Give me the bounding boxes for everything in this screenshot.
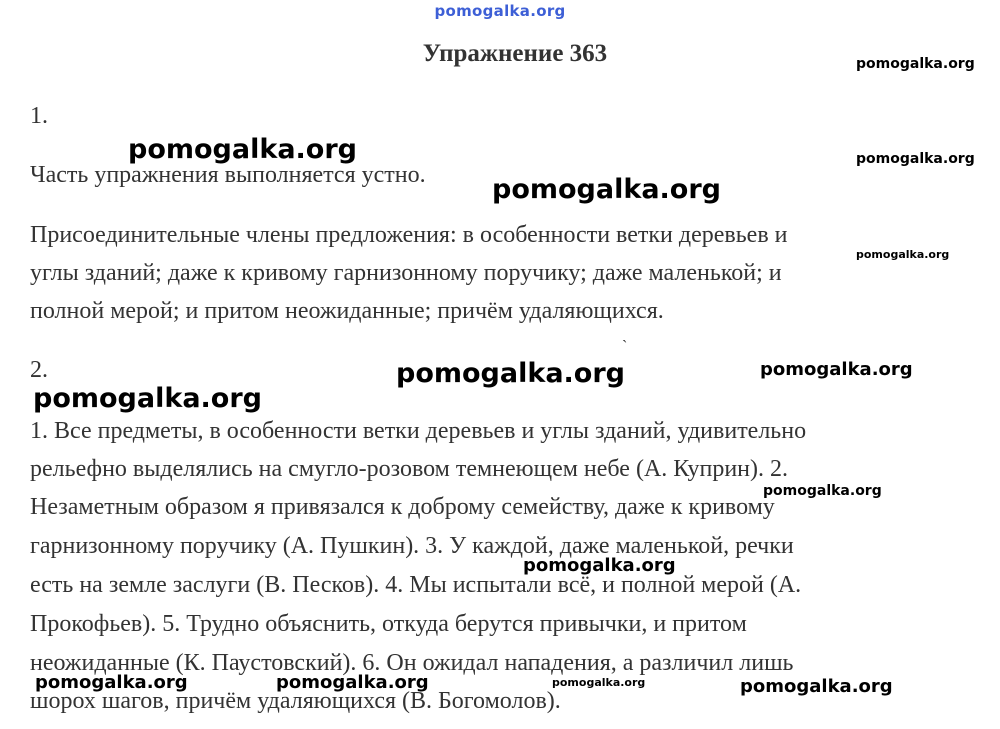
watermark: pomogalka.org xyxy=(35,672,188,693)
section-2-line-2: рельефно выделялись на смугло-розовом темнеющем небе (А. Куприн). 2. xyxy=(30,456,789,482)
watermark: pomogalka.org xyxy=(763,483,882,499)
watermark: pomogalka.org xyxy=(856,248,950,261)
stray-mark: ` xyxy=(622,338,628,355)
section-2-number: 2. xyxy=(30,357,48,383)
watermark: pomogalka.org xyxy=(492,174,721,205)
section-2-line-5: есть на земле заслуги (В. Песков). 4. Мы испытали всё, и полной мерой (А. xyxy=(30,572,802,598)
section-2-line-3: Незаметным образом я привязался к доброму семейству, даже к кривому xyxy=(30,494,775,520)
watermark: pomogalka.org xyxy=(552,676,646,689)
section-1-line-3: углы зданий; даже к кривому гарнизонному поручику; даже маленькой; и xyxy=(30,260,782,286)
watermark: pomogalka.org xyxy=(33,383,262,414)
section-2-line-4: гарнизонному поручику (А. Пушкин). 3. У каждой, даже маленькой, речки xyxy=(30,533,794,559)
site-header-link[interactable]: pomogalka.org xyxy=(434,2,566,20)
section-1-line-2: Присоединительные члены предложения: в особенности ветки деревьев и xyxy=(30,222,788,248)
watermark: pomogalka.org xyxy=(740,676,893,697)
watermark: pomogalka.org xyxy=(128,134,357,165)
section-2-line-8: шорох шагов, причём удаляющихся (В. Богомолов). xyxy=(30,688,561,714)
watermark: pomogalka.org xyxy=(396,358,625,389)
exercise-title: Упражнение 363 xyxy=(422,40,608,67)
watermark: pomogalka.org xyxy=(856,151,975,167)
section-1-line-1: Часть упражнения выполняется устно. xyxy=(30,162,426,188)
watermark: pomogalka.org xyxy=(760,359,913,380)
section-1-number: 1. xyxy=(30,103,48,129)
section-1-line-4: полной мерой; и притом неожиданные; причём удаляющихся. xyxy=(30,298,664,324)
watermark: pomogalka.org xyxy=(276,672,429,693)
watermark: pomogalka.org xyxy=(856,56,975,72)
section-2-line-7: неожиданные (К. Паустовский). 6. Он ожидал нападения, а различил лишь xyxy=(30,650,794,676)
watermark: pomogalka.org xyxy=(523,555,676,576)
section-2-line-6: Прокофьев). 5. Трудно объяснить, откуда берутся привычки, и притом xyxy=(30,611,747,637)
section-2-line-1: 1. Все предметы, в особенности ветки деревьев и углы зданий, удивительно xyxy=(30,418,807,444)
